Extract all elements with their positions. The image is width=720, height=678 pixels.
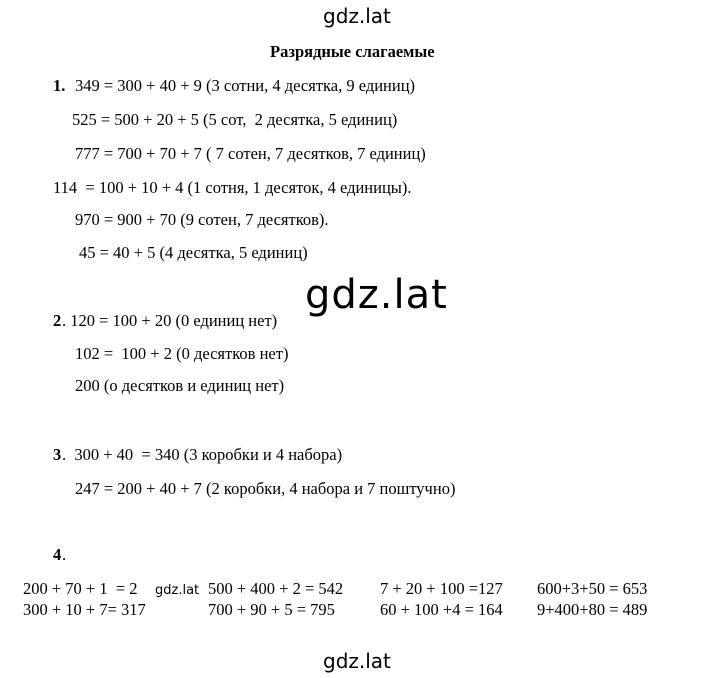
task-4-expression: 200 + 70 + 1 = 2 (23, 579, 138, 598)
watermark-bottom: gdz.lat (323, 649, 391, 673)
task-1-line: 525 = 500 + 20 + 5 (5 сот, 2 десятка, 5 единиц) (72, 110, 398, 129)
task-4-expression: 60 + 100 +4 = 164 (380, 600, 503, 619)
task-2-line: 200 (о десятков и единиц нет) (75, 376, 285, 395)
page-title: Разрядные слагаемые (270, 42, 435, 61)
task-1-line: 970 = 900 + 70 (9 сотен, 7 десятков). (75, 210, 329, 229)
task-4-expression: 300 + 10 + 7= 317 (23, 600, 146, 619)
task-3-line: . 300 + 40 = 340 (3 коробки и 4 набора) (62, 445, 343, 464)
watermark-inline: gdz.lat (155, 583, 200, 598)
task-1-line: 114 = 100 + 10 + 4 (1 сотня, 1 десяток, 4 единицы). (53, 178, 412, 197)
watermark-center: gdz.lat (305, 272, 448, 318)
task-2-line: 102 = 100 + 2 (0 десятков нет) (75, 344, 289, 363)
task-3-line: 247 = 200 + 40 + 7 (2 коробки, 4 набора и 7 поштучно) (75, 479, 456, 498)
task-4-number: 4 (53, 545, 62, 564)
task-3-number: 3 (53, 445, 62, 464)
watermark-top: gdz.lat (323, 4, 391, 28)
task-4-expression: 500 + 400 + 2 = 542 (208, 579, 344, 598)
task-2-line: . 120 = 100 + 20 (0 единиц нет) (62, 311, 278, 330)
task-1-line: 349 = 300 + 40 + 9 (3 сотни, 4 десятка, 9 единиц) (75, 76, 416, 95)
task-1-line: 777 = 700 + 70 + 7 ( 7 сотен, 7 десятков, 7 единиц) (75, 144, 426, 163)
task-4-expression: 9+400+80 = 489 (537, 600, 648, 619)
task-2-number: 2 (53, 311, 62, 330)
task-1-line: 45 = 40 + 5 (4 десятка, 5 единиц) (79, 243, 308, 262)
task-4-expression: 7 + 20 + 100 =127 (380, 579, 503, 598)
task-4-dot: . (62, 545, 67, 564)
task-4-expression: 600+3+50 = 653 (537, 579, 648, 598)
task-1-number: 1. (53, 76, 66, 95)
task-4-expression: 700 + 90 + 5 = 795 (208, 600, 335, 619)
